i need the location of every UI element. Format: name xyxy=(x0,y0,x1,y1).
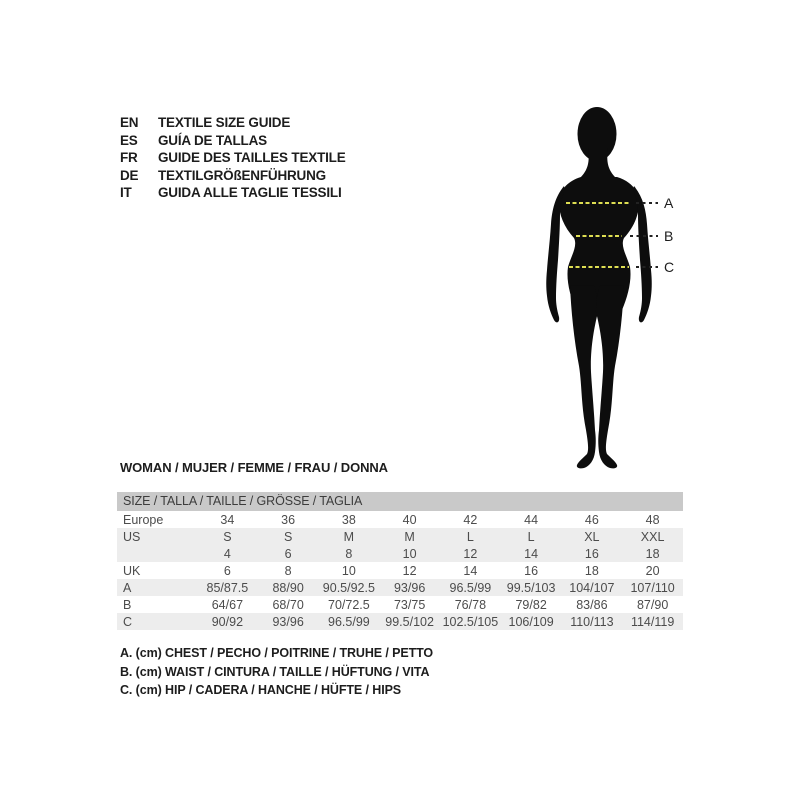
table-row-waist xyxy=(117,596,683,613)
size-cell: 12 xyxy=(463,546,478,561)
legend-line-hip: C. (cm) HIP / CADERA / HANCHE / HÜFTE / HIPS xyxy=(120,683,402,697)
size-cell: 10 xyxy=(402,546,417,561)
language-label: GUÍA DE TALLAS xyxy=(158,132,267,148)
row-label: C xyxy=(123,614,133,629)
size-cell: 12 xyxy=(402,563,417,578)
size-cell: 34 xyxy=(220,512,235,527)
size-cell: 46 xyxy=(584,512,599,527)
table-row-us-numbers xyxy=(117,545,683,562)
silhouette-shape xyxy=(546,107,652,468)
row-label: Europe xyxy=(123,512,164,527)
table-row-hip xyxy=(117,613,683,630)
size-cell: 79/82 xyxy=(515,597,547,612)
size-cell: 4 xyxy=(223,546,231,561)
table-row-uk xyxy=(117,562,683,579)
size-cell: 93/96 xyxy=(272,614,304,629)
woman-silhouette-figure xyxy=(518,100,678,472)
size-cell: 68/70 xyxy=(272,597,304,612)
table-row-chest xyxy=(117,579,683,596)
language-label: TEXTILGRÖßENFÜHRUNG xyxy=(158,167,326,183)
size-cell: 18 xyxy=(584,563,599,578)
size-cell: 90/92 xyxy=(211,614,244,629)
size-cell: 38 xyxy=(341,512,356,527)
language-label: TEXTILE SIZE GUIDE xyxy=(158,115,291,130)
size-cell: 106/109 xyxy=(508,614,554,629)
size-cell: 104/107 xyxy=(569,580,615,595)
row-label: B xyxy=(123,597,132,612)
size-cell: 10 xyxy=(341,563,356,578)
language-row xyxy=(120,114,346,132)
size-cell: 8 xyxy=(345,546,353,561)
language-code: FR xyxy=(120,150,138,165)
size-cell: 6 xyxy=(223,563,231,578)
table-header: SIZE / TALLA / TAILLE / GRÖSSE / TAGLIA xyxy=(117,492,683,511)
language-row xyxy=(120,132,346,150)
row-label: UK xyxy=(123,563,141,578)
size-cell: 85/87.5 xyxy=(206,580,249,595)
size-cell: 6 xyxy=(284,546,292,561)
row-label: US xyxy=(123,529,141,544)
language-code: EN xyxy=(120,115,139,130)
size-cell: 96.5/99 xyxy=(328,614,370,629)
language-label: GUIDE DES TAILLES TEXTILE xyxy=(158,150,346,165)
gender-title: WOMAN / MUJER / FEMME / FRAU / DONNA xyxy=(120,460,388,475)
table-row-europe xyxy=(117,511,683,528)
size-cell: 36 xyxy=(281,512,296,527)
size-table xyxy=(117,492,683,630)
size-cell: 88/90 xyxy=(272,580,304,595)
marker-label-a: A xyxy=(664,195,674,211)
size-cell: 16 xyxy=(524,563,539,578)
size-cell: 96.5/99 xyxy=(449,580,492,595)
language-code: DE xyxy=(120,167,139,183)
size-cell: XL xyxy=(584,529,600,544)
size-cell: 114/119 xyxy=(630,614,675,629)
size-cell: 42 xyxy=(463,512,478,527)
language-row xyxy=(120,167,346,185)
size-cell: 14 xyxy=(463,563,478,578)
size-cell: 70/72.5 xyxy=(328,597,370,612)
marker-label-b: B xyxy=(664,228,674,244)
size-cell: 99.5/102 xyxy=(385,614,434,629)
measurement-legend xyxy=(120,644,433,700)
language-list xyxy=(120,114,346,202)
size-cell: 107/110 xyxy=(630,580,675,595)
size-cell: S xyxy=(283,529,293,544)
size-cell: 14 xyxy=(524,546,539,561)
size-cell: 16 xyxy=(584,546,599,561)
size-cell: 110/113 xyxy=(570,614,614,629)
size-cell: 18 xyxy=(645,546,660,561)
size-cell: 93/96 xyxy=(393,580,426,595)
language-row xyxy=(120,149,346,167)
marker-label-c: C xyxy=(664,259,675,275)
size-cell: 76/78 xyxy=(454,597,487,612)
table-row-us-letters xyxy=(117,528,683,545)
size-cell: 99.5/103 xyxy=(506,580,556,595)
language-row xyxy=(120,184,346,202)
size-cell: 20 xyxy=(645,563,660,578)
size-cell: 83/86 xyxy=(576,597,608,612)
size-cell: M xyxy=(343,529,355,544)
size-cell: L xyxy=(466,529,474,544)
legend-line-waist: B. (cm) WAIST / CINTURA / TAILLE / HÜFTUNG / VITA xyxy=(120,664,430,679)
size-cell: 90.5/92.5 xyxy=(322,580,375,595)
size-cell: 64/67 xyxy=(211,597,244,612)
language-code: IT xyxy=(120,185,132,200)
size-cell: 102.5/105 xyxy=(442,614,499,629)
row-label: A xyxy=(123,580,132,595)
size-cell: S xyxy=(223,529,232,544)
size-cell: 8 xyxy=(284,563,292,578)
size-cell: 40 xyxy=(402,512,417,527)
size-cell: L xyxy=(527,529,535,544)
legend-line-chest: A. (cm) CHEST / PECHO / POITRINE / TRUHE / PETTO xyxy=(120,646,434,660)
size-cell: XXL xyxy=(640,529,665,544)
size-cell: M xyxy=(404,529,415,544)
language-code: ES xyxy=(120,132,138,148)
size-cell: 44 xyxy=(524,512,539,527)
size-cell: 73/75 xyxy=(393,597,426,612)
size-cell: 48 xyxy=(645,512,660,527)
size-cell: 87/90 xyxy=(636,597,669,612)
language-label: GUIDA ALLE TAGLIE TESSILI xyxy=(158,185,342,200)
